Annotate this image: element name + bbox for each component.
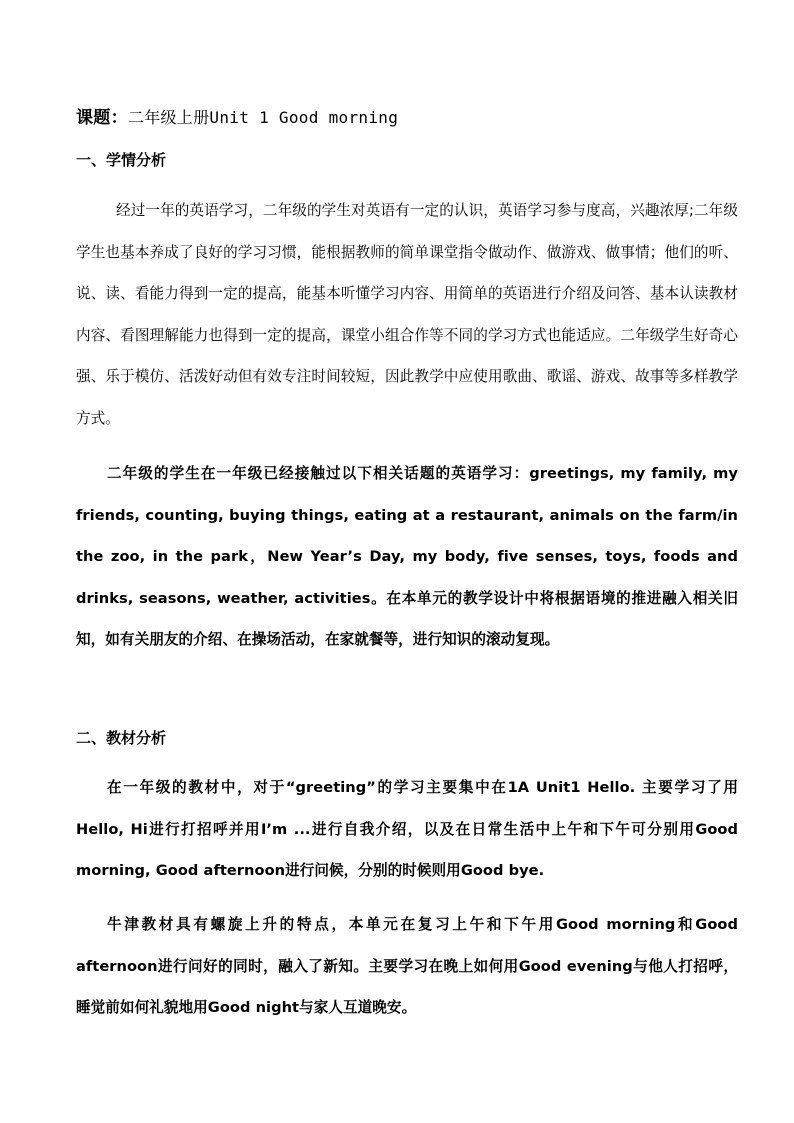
lesson-title-label: 课题：: [76, 108, 128, 127]
paragraph-student-analysis-1: 经过一年的英语学习，二年级的学生对英语有一定的认识，英语学习参与度高，兴趣浓厚;二年级学生也基本养成了良好的学习习惯，能根据教师的简单课堂指令做动作、做游戏、做事情；他们的听、说、读、看能力得到一定的提高，能基本听懂学习内容、用简单的英语进行介绍及问答、基本认读教材内容、看图理解能力也得到一定的提高，课堂小组合作等不同的学习方式也能适应。二年级学生好奇心强、乐于模仿、活泼好动但有效专注时间较短，因此教学中应使用歌曲、歌谣、游戏、故事等多样教学方式。: [76, 202, 738, 427]
paragraph-textbook-analysis-1: 在一年级的教材中，对于“greeting”的学习主要集中在1A Unit1 Hello. 主要学习了用Hello, Hi进行打招呼并用I’m ...进行自我介绍，以及在日常生活中上午和下午可分别用Good morning, Good afternoon进行问候，分别的时候则用Good bye.: [76, 779, 738, 880]
paragraph-student-analysis-2: 二年级的学生在一年级已经接触过以下相关话题的英语学习：greetings, my family, my friends, counting, buying things, eating at a restaurant, animals on the farm/in the zoo, in the park，New Year’s Day, my body, five senses, toys, foods and drinks, seasons, weather, activities。在本单元的教学设计中将根据语境的推进融入相关旧知，如有关朋友的介绍、在操场活动，在家就餐等，进行知识的滚动复现。: [76, 465, 738, 649]
section-heading-textbook-analysis: 二、教材分析: [76, 730, 167, 747]
lesson-title-text: 二年级上册Unit 1 Good morning: [127, 108, 399, 127]
paragraph-textbook-analysis-2: 牛津教材具有螺旋上升的特点，本单元在复习上午和下午用Good morning和Good afternoon进行问好的同时，融入了新知。主要学习在晚上如何用Good evening与他人打招呼，睡觉前如何礼貌地用Good night与家人互道晚安。: [76, 916, 738, 1017]
section-heading-student-analysis: 一、学情分析: [76, 152, 167, 169]
lesson-title: [76, 106, 398, 130]
